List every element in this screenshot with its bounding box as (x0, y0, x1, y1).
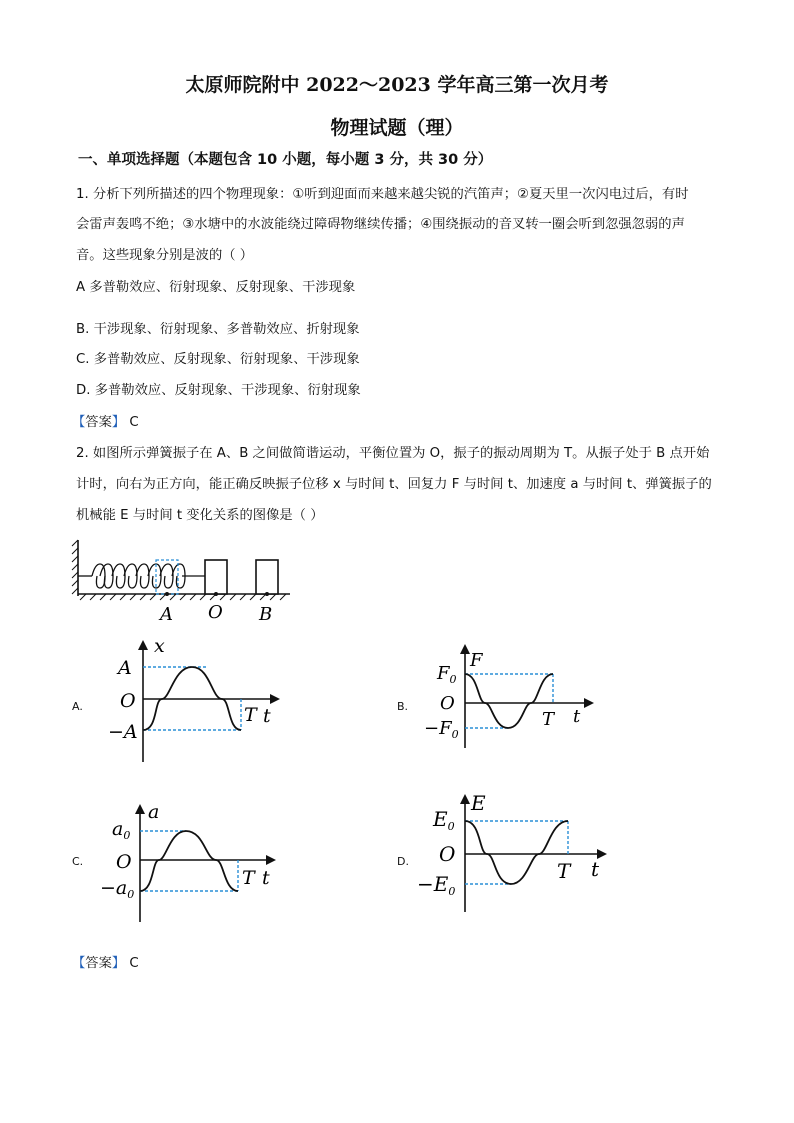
label-period: T (542, 709, 555, 730)
label-period: T (557, 859, 571, 883)
q1-option-c: C. 多普勒效应、反射现象、衍射现象、干涉现象 (76, 352, 360, 367)
q1-option-d: D. 多普勒效应、反射现象、干涉现象、衍射现象 (76, 383, 361, 398)
q1-option-b: B. 干涉现象、衍射现象、多普勒效应、折射现象 (76, 322, 360, 337)
q2-option-b-graph (420, 640, 600, 750)
block-at-b (256, 560, 278, 594)
label-t: t (263, 705, 271, 727)
q1-stem-line-3: 音。这些现象分别是波的（ ） (76, 248, 254, 263)
block-at-o (205, 560, 227, 594)
q2-answer: 【答案】 C (72, 956, 139, 971)
q2-stem-line-1: 2. 如图所示弹簧振子在 A、B 之间做简谐运动，平衡位置为 O，振子的振动周期为 T。从振子处于 B 点开始 (76, 446, 710, 461)
label-top: A (118, 657, 132, 679)
q2-option-b-label: B. (397, 700, 409, 713)
q2-option-d-label: D. (397, 855, 409, 868)
label-t: t (591, 857, 600, 881)
q1-stem-line-2: 会雷声轰鸣不绝；③水塘中的水波能绕过障碍物继续传播；④围绕振动的音叉转一圈会听到忽强忽弱的声 (76, 217, 685, 232)
axis-label-x: x (154, 636, 165, 657)
label-top: $E_0$ (433, 807, 455, 833)
q1-stem-line-1: 1. 分析下列所描述的四个物理现象：①听到迎面而来越来越尖锐的汽笛声；②夏天里一次闪电过后，有时 (76, 187, 689, 202)
q2-option-c-graph (96, 798, 286, 923)
label-top: $F_0$ (437, 663, 457, 686)
label-top: $a_0$ (112, 818, 131, 842)
q2-option-a-label: A. (72, 700, 83, 713)
label-a: A (160, 604, 173, 625)
label-bottom: −A (108, 721, 138, 743)
q2-option-d-graph (415, 788, 615, 918)
exam-title: 太原师院附中 2022～2023 学年高三第一次月考 (185, 74, 609, 96)
axis-label-e: E (471, 791, 486, 815)
q2-stem-line-3: 机械能 E 与时间 t 变化关系的图像是（ ） (76, 508, 324, 523)
spring (78, 564, 205, 588)
label-period: T (244, 704, 257, 726)
paper-subtitle: 物理试题（理） (330, 117, 464, 139)
axis-label-a: a (148, 801, 160, 823)
q2-option-c-label: C. (72, 855, 84, 868)
answer-tag: 答案 (85, 415, 112, 430)
q1-answer: 【答案】 C (72, 415, 139, 430)
answer-value: C (129, 415, 139, 430)
q2-stem-line-2: 计时，向右为正方向，能正确反映振子位移 x 与时间 t、回复力 F 与时间 t、加速度 a 与时间 t、弹簧振子的 (76, 477, 712, 492)
label-t: t (573, 706, 581, 727)
spring-oscillator-figure (70, 536, 300, 628)
label-period: T (242, 867, 255, 889)
label-bottom: $-F_0$ (424, 718, 459, 741)
label-bottom: $-E_0$ (417, 872, 456, 898)
axis-label-f: F (470, 650, 483, 671)
label-origin: O (439, 842, 456, 866)
label-origin: O (440, 693, 455, 714)
label-origin: O (116, 851, 132, 873)
label-bottom: $-a_0$ (100, 877, 135, 901)
section-heading: 一、单项选择题（本题包含 10 小题，每小题 3 分，共 30 分） (78, 152, 493, 168)
label-origin: O (120, 690, 136, 712)
answer-value: C (129, 956, 139, 971)
answer-tag: 答案 (85, 956, 112, 971)
q2-option-a-graph (100, 636, 290, 766)
q1-option-a: A 多普勒效应、衍射现象、反射现象、干涉现象 (76, 280, 356, 295)
label-t: t (262, 867, 270, 889)
label-o: O (208, 602, 223, 623)
label-b: B (259, 604, 273, 625)
